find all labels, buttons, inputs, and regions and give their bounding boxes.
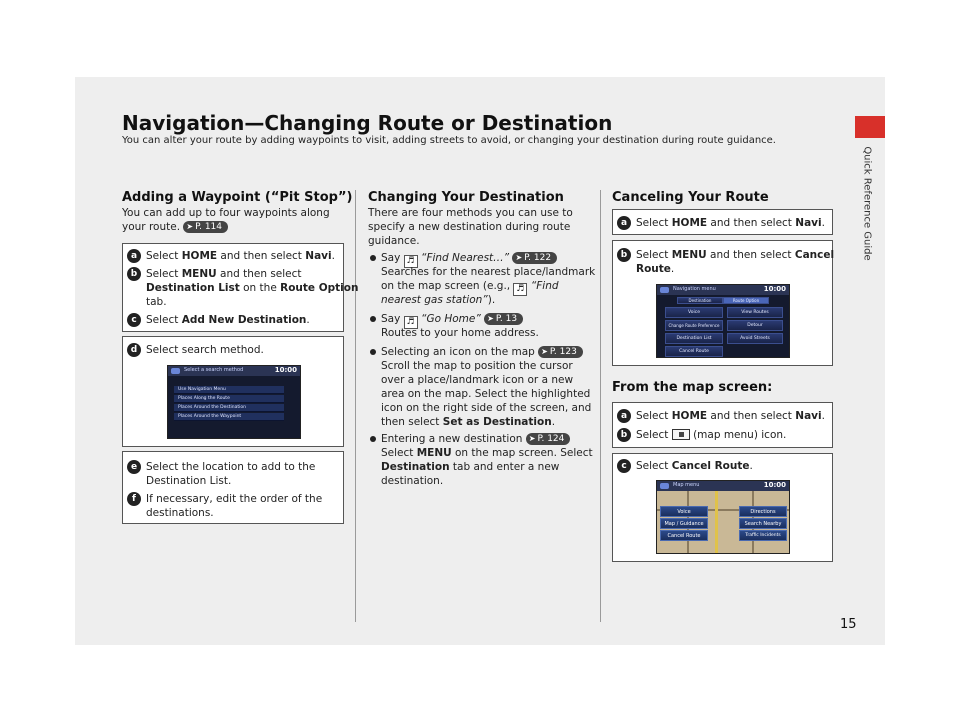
step-text: destinations. <box>146 507 214 519</box>
bullet-icon <box>370 255 376 261</box>
steps-box <box>122 451 344 524</box>
step-number-badge: b <box>127 267 141 281</box>
column-divider <box>600 190 601 622</box>
tab-destination[interactable]: Destination <box>677 297 723 304</box>
step-number-badge: a <box>127 249 141 263</box>
screen-title-bar: Navigation menu 10:00 <box>657 285 789 295</box>
directions-button[interactable]: Directions <box>739 506 787 517</box>
method-text: Routes to your home address. <box>381 327 539 339</box>
step-number-badge: c <box>127 313 141 327</box>
change-route-preference-button[interactable]: Change Route Preference <box>665 320 723 331</box>
method-text: area on the map. Select the highlighted <box>381 388 591 400</box>
arrow-icon: ➤ <box>528 434 536 443</box>
tab-route-option[interactable]: Route Option <box>723 297 769 304</box>
step-number-badge: c <box>617 459 631 473</box>
steps-box <box>612 240 833 366</box>
mic-icon: ♬ <box>404 316 418 329</box>
steps-box <box>612 453 833 562</box>
page-ref-link[interactable]: ➤ P. 13 <box>484 313 523 325</box>
step-number-badge: a <box>617 409 631 423</box>
section-tab-marker <box>855 116 885 138</box>
bullet-icon <box>370 349 376 355</box>
method-item: Say ♬ “Go Home” ➤ P. 13 <box>381 312 523 329</box>
page-number: 15 <box>840 617 857 632</box>
step-text: Select HOME and then select Navi. <box>636 410 825 422</box>
screen-clock: 10:00 <box>763 481 786 489</box>
method-item: Entering a new destination ➤ P. 124 <box>381 432 570 446</box>
screen-clock: 10:00 <box>763 285 786 293</box>
arrow-icon: ➤ <box>515 253 523 262</box>
step-number-badge: b <box>617 248 631 262</box>
steps-box <box>122 336 344 447</box>
destination-intro-line: guidance. <box>368 235 420 247</box>
map-guidance-button[interactable]: Map / Guidance <box>660 518 708 529</box>
steps-box <box>612 209 833 235</box>
cancel-route-button[interactable]: Cancel Route <box>665 346 723 357</box>
nav-screen-search-method <box>167 365 301 439</box>
method-text: nearest gas station”). <box>381 294 496 306</box>
side-section-label: Quick Reference Guide <box>861 146 873 261</box>
destination-intro-line: There are four methods you can use to <box>368 207 573 219</box>
nav-icon <box>171 368 180 374</box>
method-text: over a place/landmark icon or a new <box>381 374 574 386</box>
step-text: Select (map menu) icon. <box>636 429 787 441</box>
map-menu-icon[interactable] <box>672 429 690 440</box>
step-number-badge: f <box>127 492 141 506</box>
step-text: Select HOME and then select Navi. <box>146 250 335 262</box>
screen-title-bar: Map menu 10:00 <box>657 481 789 491</box>
avoid-streets-button[interactable]: Avoid Streets <box>727 333 783 344</box>
step-number-badge: e <box>127 460 141 474</box>
arrow-icon: ➤ <box>487 314 494 323</box>
view-routes-button[interactable]: View Routes <box>727 307 783 318</box>
method-text: Searches for the nearest place/landmark <box>381 266 596 278</box>
traffic-incidents-button[interactable]: Traffic Incidents <box>739 530 787 541</box>
waypoint-intro-line: You can add up to four waypoints along <box>122 207 330 219</box>
steps-box <box>122 243 359 332</box>
step-text: Select Cancel Route. <box>636 460 753 472</box>
step-text: tab. <box>146 296 167 308</box>
page-ref-link[interactable]: ➤ P. 123 <box>538 346 583 358</box>
method-text: Scroll the map to position the cursor <box>381 360 573 372</box>
arrow-icon: ➤ <box>541 347 548 356</box>
step-number-badge: d <box>127 343 141 357</box>
destination-intro-line: specify a new destination during route <box>368 221 571 233</box>
page-ref-link[interactable]: ➤ P. 122 <box>512 252 557 264</box>
step-text: Select MENU and then select <box>146 268 302 280</box>
voice-button[interactable]: Voice <box>660 506 708 517</box>
screen-clock: 10:00 <box>274 366 297 374</box>
search-method-option[interactable]: Places Along the Route <box>174 395 284 403</box>
page-ref-link[interactable]: ➤ P. 124 <box>526 433 571 445</box>
step-text: Route. <box>636 263 675 275</box>
search-method-option[interactable]: Use Navigation Menu <box>174 386 284 394</box>
method-text: destination. <box>381 475 444 487</box>
method-item: Say ♬ “Find Nearest…” ➤ P. 122 <box>381 251 557 268</box>
mic-icon: ♬ <box>404 255 418 268</box>
method-text: Destination tab and enter a new <box>381 461 560 473</box>
method-text: then select Set as Destination. <box>381 416 556 428</box>
column-divider <box>355 190 356 622</box>
nav-screen-map-menu <box>656 480 790 554</box>
mic-icon: ♬ <box>513 283 527 296</box>
step-text: Destination List on the Route Option <box>146 282 359 294</box>
step-text: Select HOME and then select Navi. <box>636 217 825 229</box>
method-item: Selecting an icon on the map ➤ P. 123 <box>381 345 583 359</box>
section-heading-cancel: Canceling Your Route <box>612 190 769 205</box>
waypoint-intro-line: your route. ➤ P. 114 <box>122 220 228 234</box>
search-method-option[interactable]: Places Around the Destination <box>174 404 284 412</box>
search-nearby-button[interactable]: Search Nearby <box>739 518 787 529</box>
method-text: icon on the right side of the screen, and <box>381 402 592 414</box>
nav-icon <box>660 287 669 293</box>
step-text: Select Add New Destination. <box>146 314 310 326</box>
nav-icon <box>660 483 669 489</box>
section-heading-map-screen: From the map screen: <box>612 380 773 395</box>
arrow-icon: ➤ <box>186 222 194 231</box>
search-method-option[interactable]: Places Around the Waypoint <box>174 413 284 421</box>
bullet-icon <box>370 316 376 322</box>
bullet-icon <box>370 436 376 442</box>
step-number-badge: a <box>617 216 631 230</box>
detour-button[interactable]: Detour <box>727 320 783 331</box>
destination-list-button[interactable]: Destination List <box>665 333 723 344</box>
page-title: Navigation—Changing Route or Destination <box>122 111 613 135</box>
step-text: Select search method. <box>146 344 264 356</box>
voice-button[interactable]: Voice <box>665 307 723 318</box>
step-text: Select the location to add to the <box>146 461 316 473</box>
step-number-badge: b <box>617 428 631 442</box>
steps-box <box>612 402 833 448</box>
section-heading-destination: Changing Your Destination <box>368 190 564 205</box>
method-text: on the map screen (e.g., ♬ “Find <box>381 280 559 294</box>
step-text: Destination List. <box>146 475 232 487</box>
method-text: Select MENU on the map screen. Select <box>381 447 593 459</box>
page-subtitle: You can alter your route by adding waypoints to visit, adding streets to avoid, or changing your destination during route guidance. <box>122 135 776 146</box>
cancel-route-button[interactable]: Cancel Route <box>660 530 708 541</box>
nav-screen-navigation-menu <box>656 284 790 358</box>
section-heading-waypoint: Adding a Waypoint (“Pit Stop”) <box>122 190 353 205</box>
step-text: Select MENU and then select Cancel <box>636 249 835 261</box>
screen-title-bar: Select a search method 10:00 <box>168 366 300 376</box>
step-text: If necessary, edit the order of the <box>146 493 323 505</box>
page-ref-link[interactable]: ➤ P. 114 <box>183 221 228 233</box>
